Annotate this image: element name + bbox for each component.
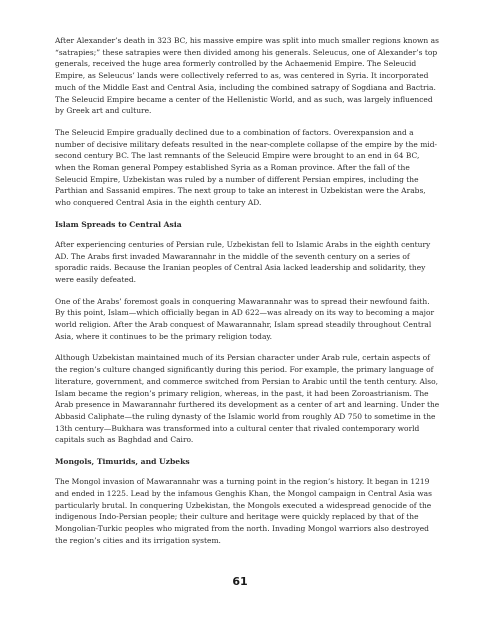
paragraph-mongol-invasion: The Mongol invasion of Mawarannahr was a turning point in the region’s history. It began in 1219 and ended in 1225. Lead by the infamous Genghis Khan, the Mongol campaign in Central Asia was particularly brutal. In conquering Uzbekistan, the Mongols executed a widespread genocide of the indigenous Indo-Persian people; their culture and heritage were quickly replaced by that of the Mongolian-Turkic peoples who migrated from the north. Invading Mongol warriors also destroyed the region’s cities and its irrigation system. [55, 477, 432, 545]
page-body [55, 35, 441, 556]
paragraph-seleucid-decline: The Seleucid Empire gradually declined due to a combination of factors. Overexpansion and a number of decisive military defeats resulted in the near-complete collapse of the empire by the mid-second century BC. The last remnants of the Seleucid Empire were brought to an end in 64 BC, when the Roman general Pompey established Syria as a Roman province. After the fall of the Seleucid Empire, Uzbekistan was ruled by a number of different Persian empires, including the Parthian and Sassanid empires. The next group to take an interest in Uzbekistan were the Arabs, who conquered Central Asia in the eighth century AD. [55, 127, 438, 208]
paragraph-islam-spread: One of the Arabs’ foremost goals in conquering Mawarannahr was to spread their newfound faith. By this point, Islam—which officially began in AD 622—was already on its way to becoming a major world religion. After the Arab conquest of Mawarannahr, Islam spread steadily throughout Central Asia, where it continues to be the primary religion today. [55, 296, 435, 341]
paragraph-seleucid-origin: After Alexander’s death in 323 BC, his massive empire was split into much smaller regions known as “satrapies;” these satrapies were then divided among his generals. Seleucus, one of Alexander’s top generals, received the huge area formerly controlled by the Achaemenid Empire. The Seleucid Empire, as Seleucus’ lands were collectively referred to as, was centered in Syria. It incorporated much of the Middle East and Central Asia, including the combined satrapy of Sogdiana and Bactria. The Seleucid Empire became a center of the Hellenistic World, and as such, was largely influenced by Greek art and culture. [55, 36, 439, 116]
section-heading-mongols: Mongols, Timurids, and Uzbeks [55, 457, 190, 467]
paragraph-arab-invasion: After experiencing centuries of Persian rule, Uzbekistan fell to Islamic Arabs in the eighth century AD. The Arabs first invaded Mawarannahr in the middle of the seventh century on a series of sporadic raids. Because the Iranian peoples of Central Asia lacked leadership and solidarity, they were easily defeated. [55, 239, 431, 284]
section-heading-islam: Islam Spreads to Central Asia [55, 219, 182, 229]
page-number: 61 [232, 575, 248, 588]
paragraph-arab-rule-culture: Although Uzbekistan maintained much of its Persian character under Arab rule, certain aspects of the region’s culture changed significantly during this period. For example, the primary language of literature, government, and commerce switched from Persian to Arabic until the tenth century. Also, Islam became the region’s primary religion, whereas, in the past, it had been Zoroastrianism. The Arab presence in Mawarannahr furthered its development as a center of art and learning. Under the Abbasid Caliphate—the ruling dynasty of the Islamic world from roughly AD 750 to sometime in the 13th century—Bukhara was transformed into a cultural center that rivaled contemporary world capitals such as Baghdad and Cairo. [55, 353, 440, 445]
